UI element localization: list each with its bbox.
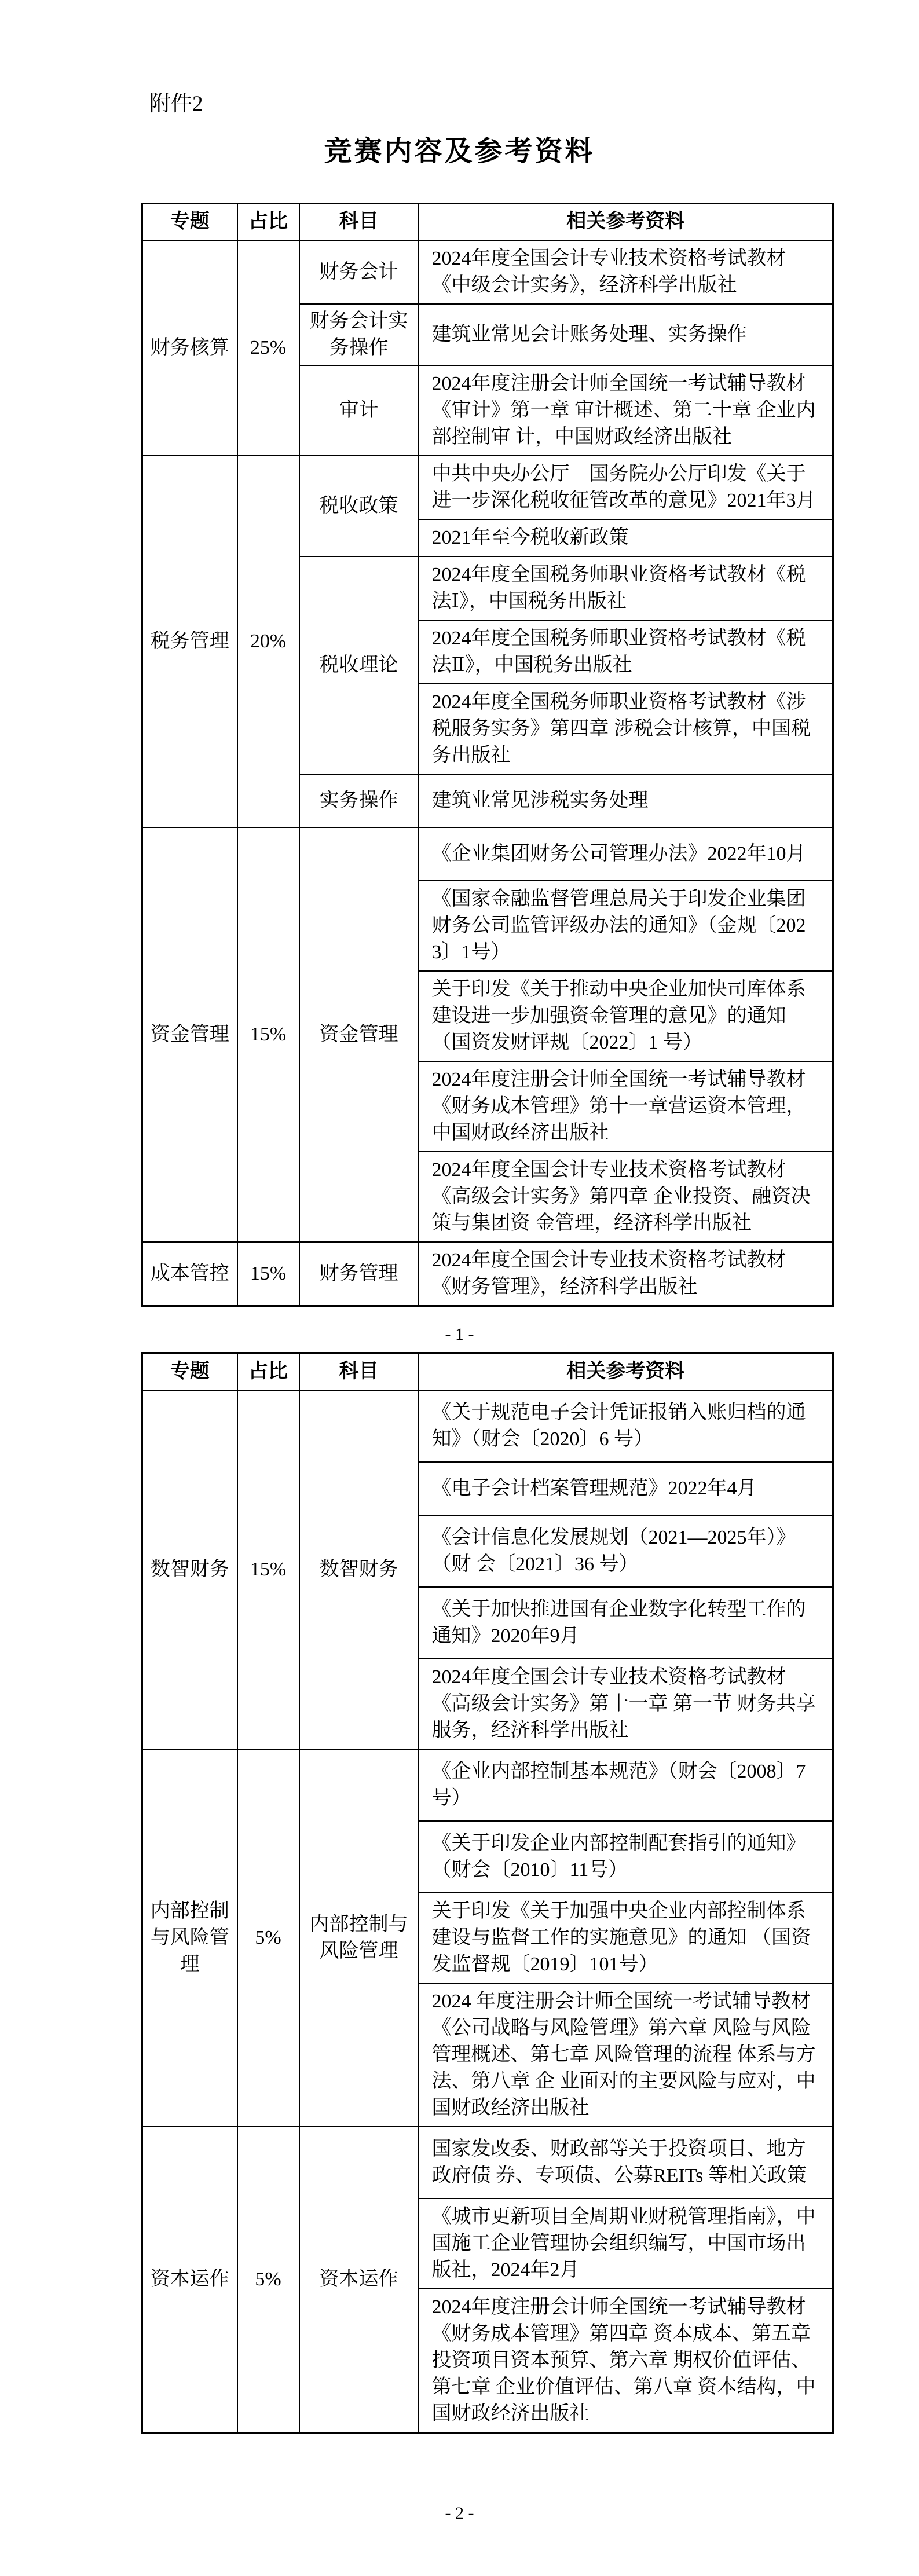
subject-cell: 财务管理 [299, 1242, 419, 1306]
ratio-cell: 25% [237, 240, 299, 456]
reference-cell: 《国家金融监督管理总局关于印发企业集团财务公司监管评级办法的通知》（金规〔2023〕1号） [419, 881, 833, 971]
column-header-subject: 科目 [299, 203, 419, 240]
column-header-topic: 专题 [142, 1353, 237, 1390]
reference-cell: 《关于规范电子会计凭证报销入账归档的通知》（财会〔2020〕6 号） [419, 1390, 833, 1462]
ratio-cell: 20% [237, 456, 299, 827]
topic-cell: 财务核算 [142, 240, 237, 456]
subject-cell: 数智财务 [299, 1390, 419, 1749]
subject-cell: 财务会计实务操作 [299, 304, 419, 365]
subject-cell: 税收政策 [299, 456, 419, 556]
ratio-cell: 15% [237, 1390, 299, 1749]
reference-cell: 2021年至今税收新政策 [419, 519, 833, 556]
column-header-ratio: 占比 [237, 1353, 299, 1390]
attachment-label: 附件2 [149, 92, 203, 116]
reference-cell: 《城市更新项目全周期业财税管理指南》，中国施工企业管理协会组织编写，中国市场出版社，2024年2月 [419, 2198, 833, 2289]
topic-cell: 税务管理 [142, 456, 237, 827]
column-header-subject: 科目 [299, 1353, 419, 1390]
reference-cell: 国家发改委、财政部等关于投资项目、地方政府债 券、专项债、公募REITs 等相关政策 [419, 2127, 833, 2198]
reference-cell: 2024年度注册会计师全国统一考试辅导教材《财务成本管理》第四章 资本成本、第五章 投资项目资本预算、第六章 期权价值评估、第七章 企业价值评估、第八章 资本结构，中国财政经济出版社 [419, 2289, 833, 2433]
subject-cell: 内部控制与风险管理 [299, 1749, 419, 2127]
reference-cell: 《电子会计档案管理规范》2022年4月 [419, 1462, 833, 1515]
reference-cell: 2024年度全国会计专业技术资格考试教材《高级会计实务》第十一章 第一节 财务共享服务，经济科学出版社 [419, 1659, 833, 1749]
column-header-ratio: 占比 [237, 203, 299, 240]
reference-cell: 建筑业常见涉税实务处理 [419, 774, 833, 827]
topic-cell: 资金管理 [142, 827, 237, 1242]
table-header-row [142, 1353, 833, 1390]
reference-cell: 建筑业常见会计账务处理、实务操作 [419, 304, 833, 365]
reference-cell: 2024年度全国税务师职业资格考试教材《涉税服务实务》第四章 涉税会计核算，中国税务出版社 [419, 684, 833, 774]
reference-cell: 2024年度全国会计专业技术资格考试教材《中级会计实务》，经济科学出版社 [419, 240, 833, 304]
subject-cell: 资本运作 [299, 2127, 419, 2433]
subject-cell: 审计 [299, 365, 419, 456]
reference-cell: 2024年度全国税务师职业资格考试教材《税法Ⅱ》，中国税务出版社 [419, 620, 833, 684]
reference-cell: 《关于加快推进国有企业数字化转型工作的通知》2020年9月 [419, 1587, 833, 1659]
reference-cell: 《企业集团财务公司管理办法》2022年10月 [419, 827, 833, 881]
topic-cell: 数智财务 [142, 1390, 237, 1749]
page-title: 竞赛内容及参考资料 [324, 136, 595, 167]
column-header-references: 相关参考资料 [419, 203, 833, 240]
reference-cell: 《企业内部控制基本规范》（财会〔2008〕7 号） [419, 1749, 833, 1821]
ratio-cell: 15% [237, 1242, 299, 1306]
subject-cell: 实务操作 [299, 774, 419, 827]
table-row [142, 1242, 833, 1306]
reference-cell: 《关于印发企业内部控制配套指引的通知》（财会〔2010〕11号） [419, 1821, 833, 1893]
reference-cell: 关于印发《关于推动中央企业加快司库体系建设进一步加强资金管理的意见》的通知（国资发财评规〔2022〕1 号） [419, 971, 833, 1061]
column-header-topic: 专题 [142, 203, 237, 240]
ratio-cell: 15% [237, 827, 299, 1242]
column-header-references: 相关参考资料 [419, 1353, 833, 1390]
page-footer-2: - 2 - [445, 2503, 474, 2523]
content-table-page2 [141, 1352, 834, 2434]
ratio-cell: 5% [237, 1749, 299, 2127]
topic-cell: 内部控制与风险管理 [142, 1749, 237, 2127]
reference-cell: 2024年度注册会计师全国统一考试辅导教材《审计》第一章 审计概述、第二十章 企业内部控制审 计，中国财政经济出版社 [419, 365, 833, 456]
topic-cell: 资本运作 [142, 2127, 237, 2433]
reference-cell: 2024年度注册会计师全国统一考试辅导教材《财务成本管理》第十一章营运资本管理，中国财政经济出版社 [419, 1061, 833, 1152]
table-row [142, 1390, 833, 1462]
reference-cell: 中共中央办公厅 国务院办公厅印发《关于进一步深化税收征管改革的意见》2021年3月 [419, 456, 833, 519]
topic-cell: 成本管控 [142, 1242, 237, 1306]
subject-cell: 资金管理 [299, 827, 419, 1242]
table-row [142, 827, 833, 881]
ratio-cell: 5% [237, 2127, 299, 2433]
reference-cell: 2024年度全国会计专业技术资格考试教材《高级会计实务》第四章 企业投资、融资决策与集团资 金管理，经济科学出版社 [419, 1152, 833, 1242]
reference-cell: 关于印发《关于加强中央企业内部控制体系建设与监督工作的实施意见》的通知 （国资发监督规〔2019〕101号） [419, 1893, 833, 1983]
table-header-row [142, 203, 833, 240]
table-row [142, 2127, 833, 2198]
table-row [142, 456, 833, 519]
subject-cell: 财务会计 [299, 240, 419, 304]
document-page [0, 91, 919, 2576]
reference-cell: 2024年度全国会计专业技术资格考试教材《财务管理》，经济科学出版社 [419, 1242, 833, 1306]
reference-cell: 2024年度全国税务师职业资格考试教材《税法Ⅰ》，中国税务出版社 [419, 556, 833, 620]
table-row [142, 240, 833, 304]
table-row [142, 1749, 833, 1821]
reference-cell: 《会计信息化发展规划（2021—2025年）》（财 会〔2021〕36 号） [419, 1515, 833, 1587]
subject-cell: 税收理论 [299, 556, 419, 774]
page-footer-1: - 1 - [445, 1325, 474, 1344]
reference-cell: 2024 年度注册会计师全国统一考试辅导教材《公司战略与风险管理》第六章 风险与风险管理概述、第七章 风险管理的流程 体系与方法、第八章 企 业面对的主要风险与应对，中国财政经济出版社 [419, 1983, 833, 2127]
content-table-page1 [141, 203, 834, 1307]
